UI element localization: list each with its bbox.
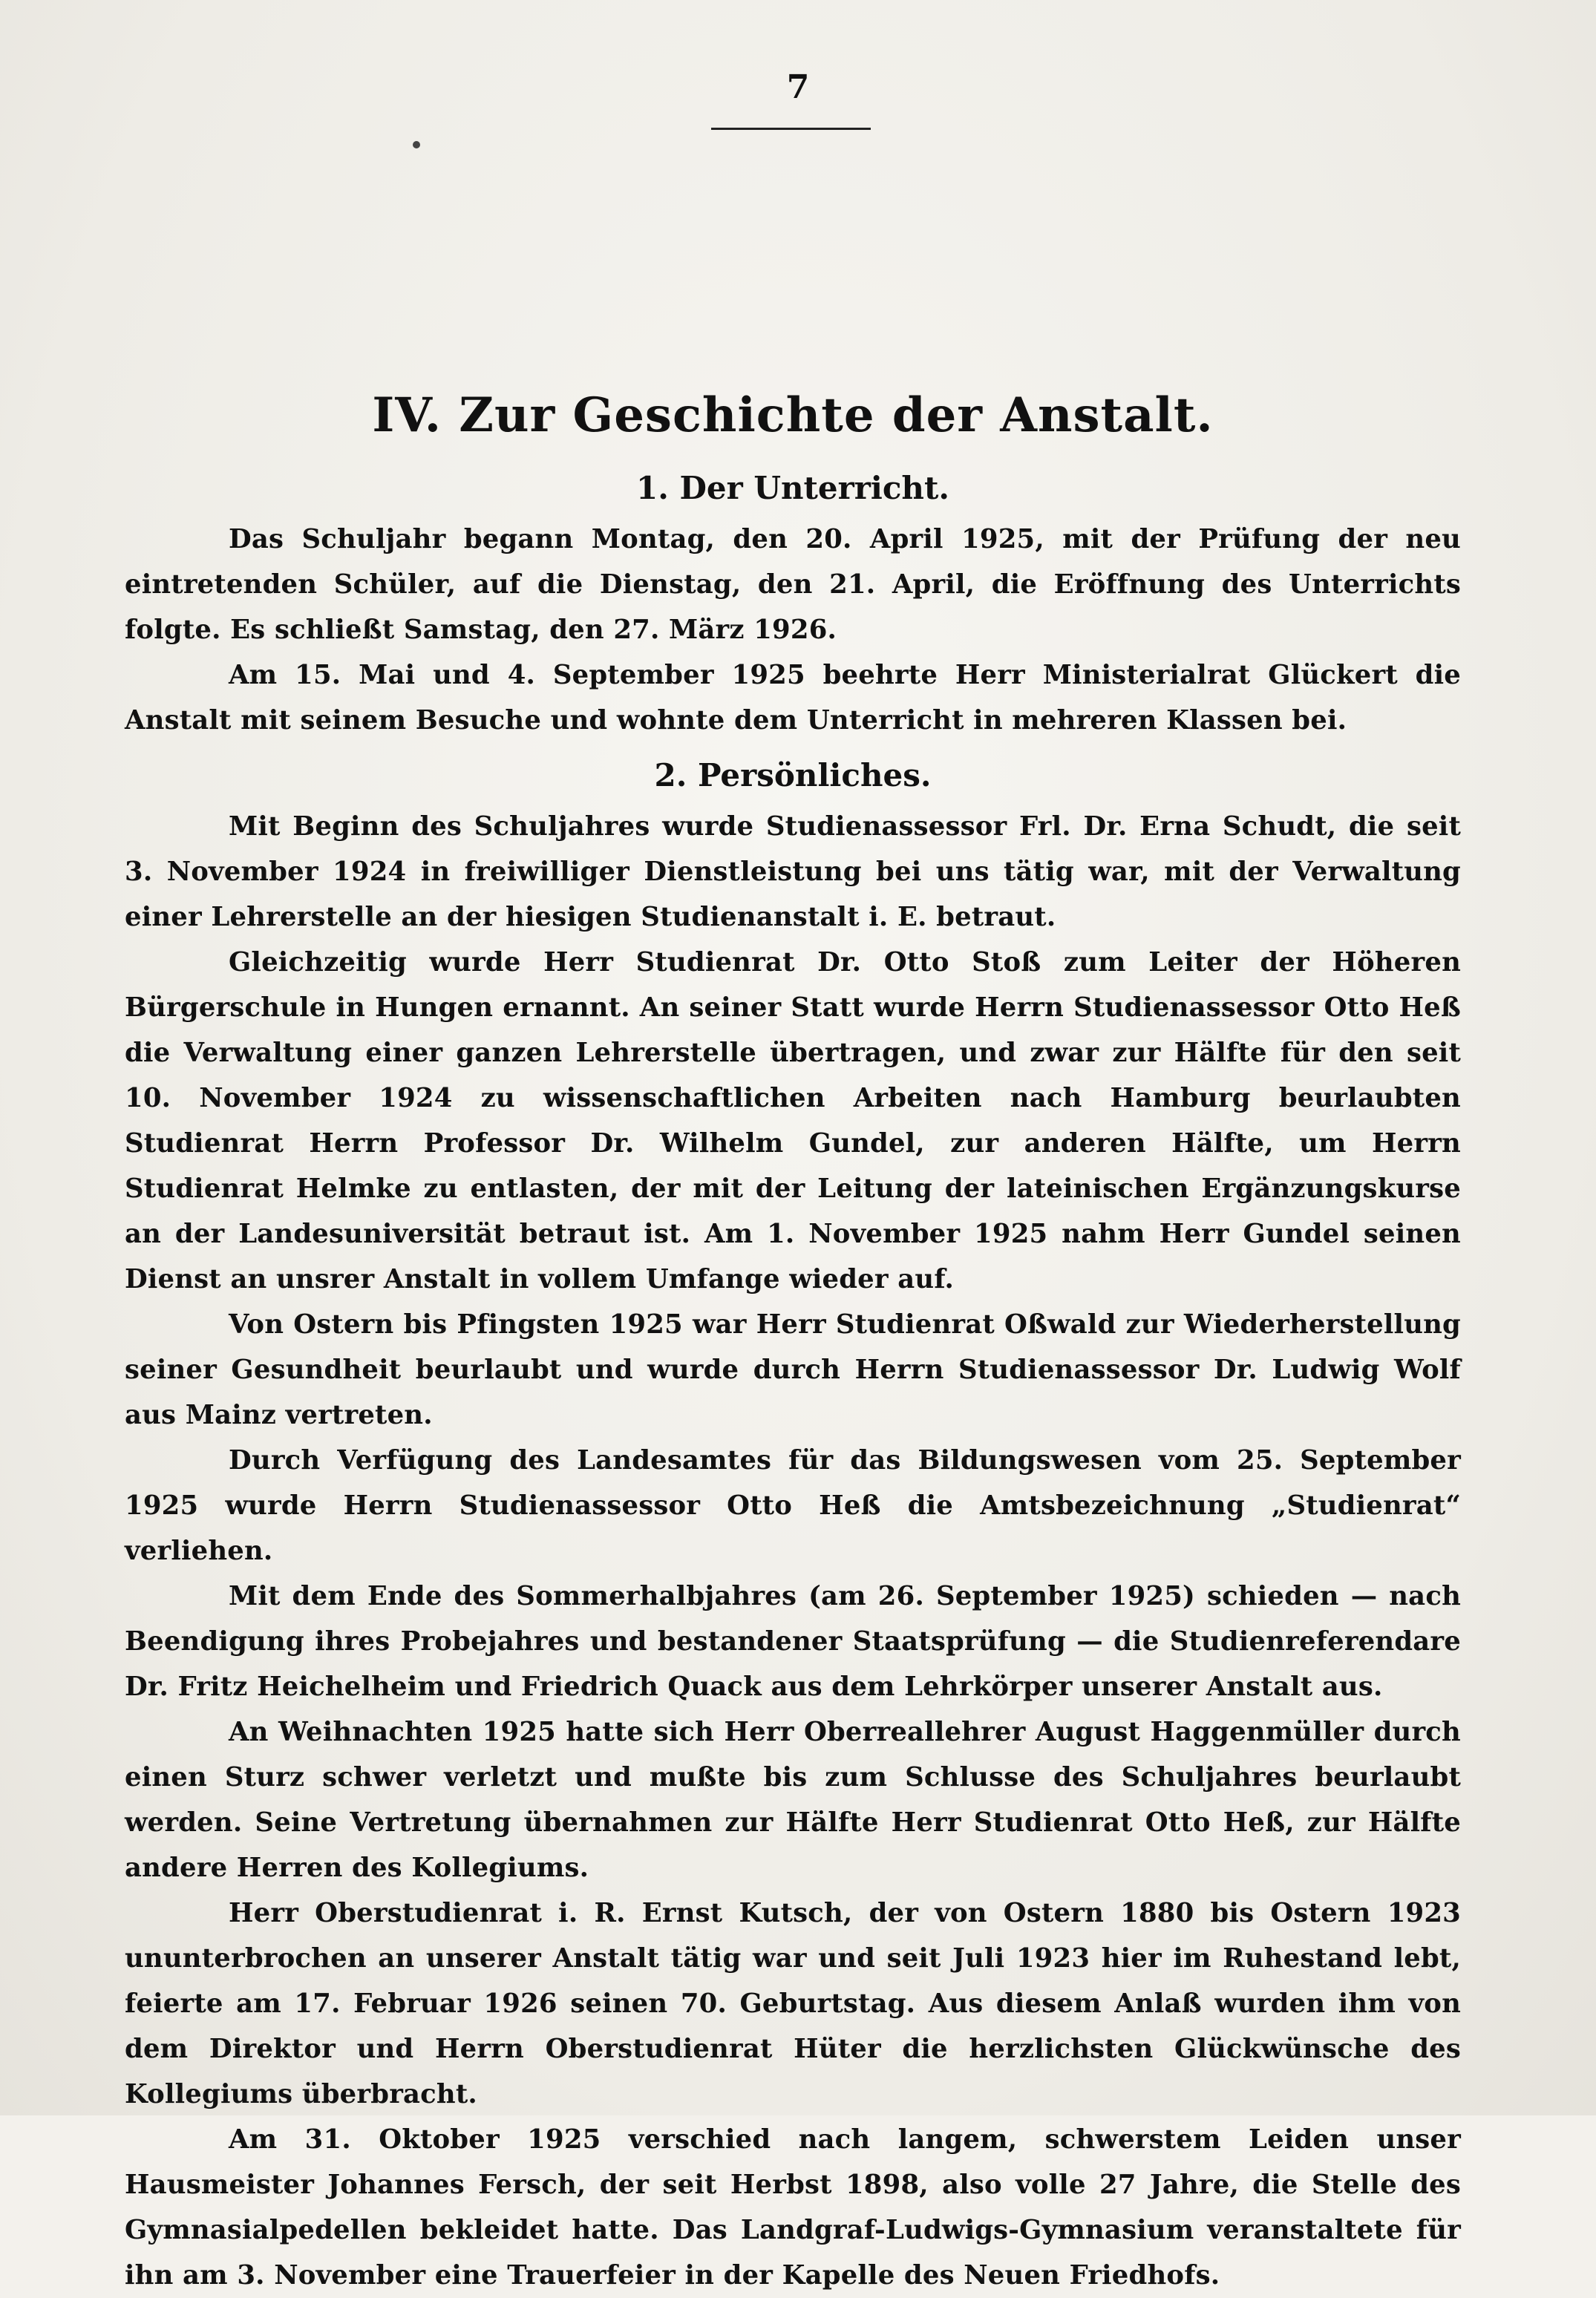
paragraph: Mit dem Ende des Sommerhalbjahres (am 26. September 1925) schieden — nach Beendigung ihres Probejahres und bestandener Staatsprüfung — die Studienreferendare Dr. Fritz Heichelheim und Friedrich Quack aus dem Lehrkörper unserer Anstalt aus. xyxy=(125,1581,1461,1702)
subsection-title: 1. Der Unterricht. xyxy=(636,470,949,506)
subsection-persoenliches xyxy=(125,753,1461,2298)
subsection-title: 2. Persönliches. xyxy=(654,757,932,793)
paragraph: Am 31. Oktober 1925 verschied nach langem, schwerstem Leiden unser Hausmeister Johannes Fersch, der seit Herbst 1898, also volle 27 Jahre, die Stelle des Gymnasialpedellen bekleidet hatte. Das Landgraf-Ludwigs-Gymnasium veranstaltete für ihn am 3. November eine Trauerfeier in der Kapelle des Neuen Friedhofs. xyxy=(125,2124,1461,2291)
paragraph: Mit Beginn des Schuljahres wurde Studienassessor Frl. Dr. Erna Schudt, die seit 3. November 1924 in freiwilliger Dienstleistung bei uns tätig war, mit der Verwaltung einer Lehrerstelle an der hiesigen Studienanstalt i. E. betraut. xyxy=(125,811,1461,932)
document-body xyxy=(125,386,1461,2298)
ink-speck xyxy=(413,141,420,148)
paragraph: Gleichzeitig wurde Herr Studienrat Dr. Otto Stoß zum Leiter der Höheren Bürgerschule in Hungen ernannt. An seiner Statt wurde Herrn Studienassessor Otto Heß die Verwaltung einer ganzen Lehrerstelle übertragen, und zwar zur Hälfte für den seit 10. November 1924 zu wissenschaftlichen Arbeiten nach Hamburg beurlaubten Studienrat Herrn Professor Dr. Wilhelm Gundel, zur anderen Hälfte, um Herrn Studienrat Helmke zu entlasten, der mit der Leitung der lateinischen Ergänzungskurse an der Landesuniversität betraut ist. Am 1. November 1925 nahm Herr Gundel seinen Dienst an unsrer Anstalt in vollem Umfange wieder auf. xyxy=(125,947,1461,1294)
section-title: IV. Zur Geschichte der Anstalt. xyxy=(372,387,1214,443)
paragraph: Herr Oberstudienrat i. R. Ernst Kutsch, der von Ostern 1880 bis Ostern 1923 ununterbrochen an unserer Anstalt tätig war und seit Juli 1923 hier im Ruhestand lebt, feierte am 17. Februar 1926 seinen 70. Geburtstag. Aus diesem Anlaß wurden ihm von dem Direktor und Herrn Oberstudienrat Hüter die herzlichsten Glückwünsche des Kollegiums überbracht. xyxy=(125,1898,1461,2109)
page-number: 7 xyxy=(786,68,810,106)
subsection-unterricht xyxy=(125,466,1461,743)
show-through-texture xyxy=(89,163,1507,208)
paragraph: An Weihnachten 1925 hatte sich Herr Oberreallehrer August Haggenmüller durch einen Sturz schwer verletzt und mußte bis zum Schlusse des Schuljahres beurlaubt werden. Seine Vertretung übernahmen zur Hälfte Herr Studienrat Otto Heß, zur Hälfte andere Herren des Kollegiums. xyxy=(125,1717,1461,1883)
paragraph: Das Schuljahr begann Montag, den 20. April 1925, mit der Prüfung der neu eintretenden Schüler, auf die Dienstag, den 21. April, die Eröffnung des Unterrichts folgte. Es schließt Samstag, den 27. März 1926. xyxy=(125,524,1461,645)
paragraph: Durch Verfügung des Landesamtes für das Bildungswesen vom 25. September 1925 wurde Herrn Studienassessor Otto Heß die Amtsbezeichnung „Studienrat“ verliehen. xyxy=(125,1445,1461,1566)
paragraph: Am 15. Mai und 4. September 1925 beehrte Herr Ministerialrat Glückert die Anstalt mit seinem Besuche und wohnte dem Unterricht in mehreren Klassen bei. xyxy=(125,660,1461,736)
page-number-rule xyxy=(711,128,871,130)
paragraph: Von Ostern bis Pfingsten 1925 war Herr Studienrat Oßwald zur Wiederherstellung seiner Gesundheit beurlaubt und wurde durch Herrn Studienassessor Dr. Ludwig Wolf aus Mainz vertreten. xyxy=(125,1309,1461,1430)
